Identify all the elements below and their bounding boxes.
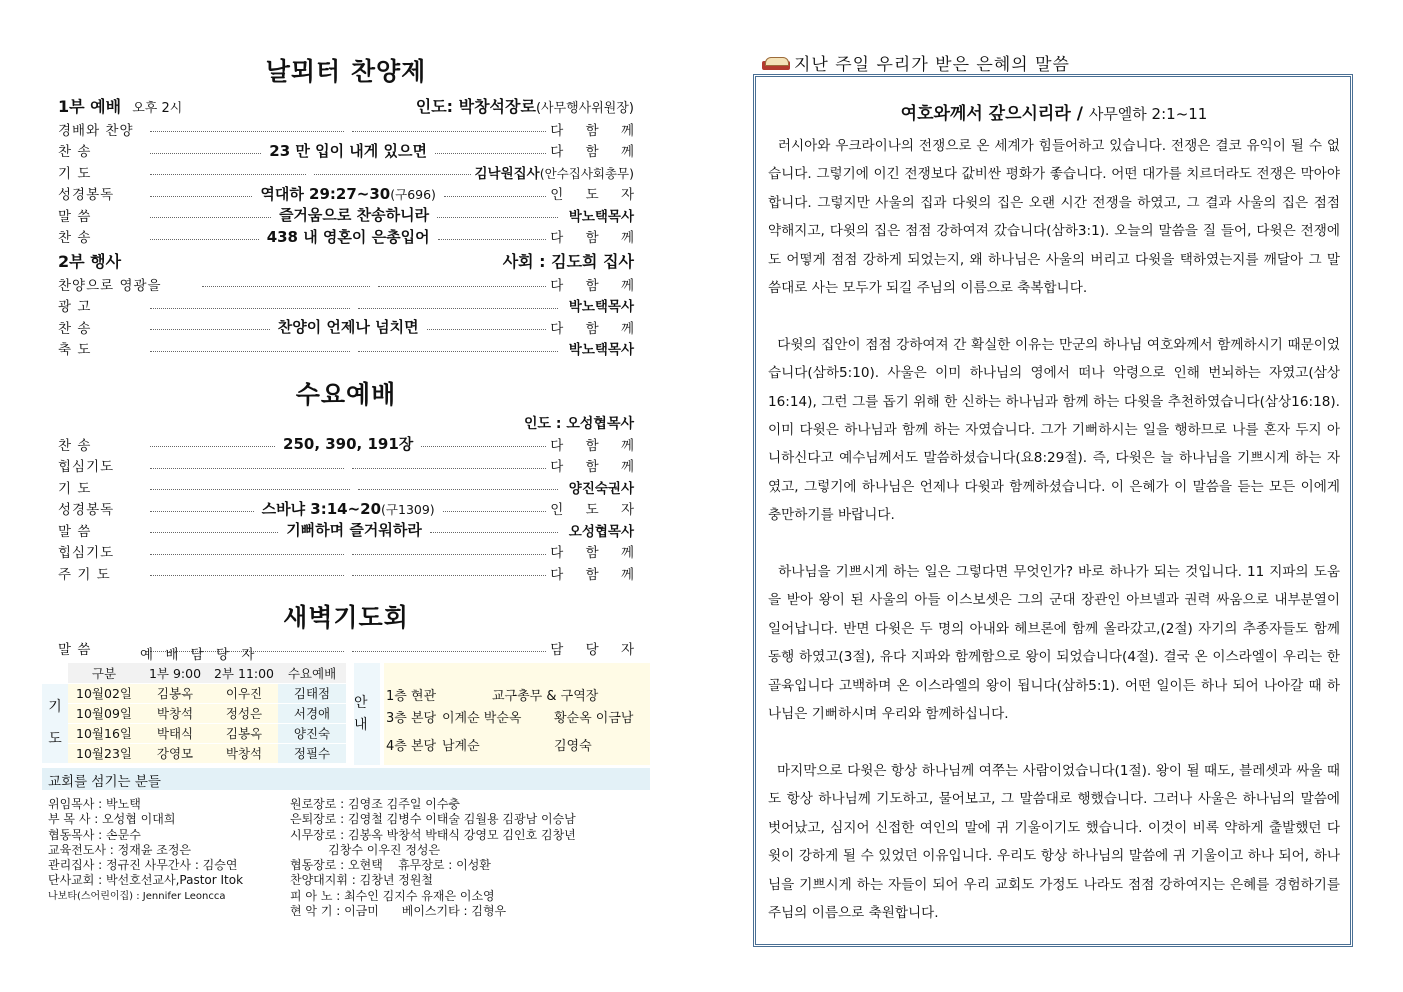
guide-people: 김영숙: [554, 738, 592, 754]
row-label: 말 씀: [58, 642, 92, 659]
program-row: [58, 140, 643, 162]
list-item: [386, 733, 650, 755]
list-item: 협동목사 : 손문수: [48, 827, 141, 842]
book-icon: [762, 55, 790, 71]
list-item: 단사교회 : 박선호선교사,Pastor Itok: [48, 873, 244, 888]
program-row: [58, 476, 634, 498]
order-of-service: [58, 52, 643, 659]
row-right: 다 함 께: [550, 122, 643, 139]
row-label: 경배와 찬양: [58, 122, 134, 139]
row-label: 광 고: [58, 299, 92, 316]
list-item: 위임목사 : 박노택: [48, 797, 141, 811]
part1-time: 오후 2시: [132, 101, 183, 116]
wednesday-leader: 인도 : 오성협목사: [523, 416, 634, 432]
sermon-paragraph: [768, 757, 1340, 927]
part2-host: 사회 : 김도희 집사: [502, 252, 634, 271]
column-header: 구분: [68, 663, 140, 683]
guide-place: 4층 본당: [386, 738, 437, 754]
program-row: [58, 562, 643, 584]
row-center-note: (구1309): [381, 501, 435, 517]
program-row: [58, 455, 643, 477]
program-row: [58, 226, 643, 248]
program-row: [58, 338, 634, 360]
row-center: 438 내 영혼이 은총입어: [266, 227, 430, 246]
row-right: 다 함 께: [550, 230, 643, 247]
column-header: 수요예배: [278, 663, 346, 683]
table-row: [42, 743, 346, 763]
table-cell: 정성은: [210, 703, 278, 723]
list-item: 현 악 기 : 이금미 베이스기타 : 김형우: [290, 904, 507, 919]
sermon-paragraph: [768, 331, 1340, 530]
row-center: 찬양이 언제나 넘치면: [277, 318, 419, 337]
row-label: 찬 송: [58, 437, 92, 454]
list-item: 관리집사 : 정규진 사무간사 : 김승연: [48, 858, 238, 873]
row-label: 찬 송: [58, 320, 92, 337]
row-center: 250, 390, 191장: [283, 435, 414, 454]
column-header: 1부 9:00: [140, 663, 210, 683]
guide-people: 황순옥 이금남: [554, 710, 634, 726]
program-row: [58, 273, 643, 295]
column-header: 2부 11:00: [210, 663, 278, 683]
row-label: 기 도: [58, 480, 92, 497]
part2-heading: 2부 행사: [58, 252, 122, 271]
table-cell: 김봉옥: [210, 723, 278, 743]
row-label: 힙심기도: [58, 459, 115, 476]
row-center: 23 만 입이 내게 있으면: [269, 141, 427, 160]
row-right: 오성협목사: [568, 523, 634, 540]
row-label: 힙심기도: [58, 545, 115, 562]
staff-column-1: [48, 797, 288, 904]
row-label: 주 기 도: [58, 566, 111, 583]
row-label: 말 씀: [58, 208, 92, 225]
part1-header: [58, 94, 634, 118]
row-label: 말 씀: [58, 523, 92, 540]
program-row: [58, 519, 634, 541]
row-label: 찬 송: [58, 230, 92, 247]
row-right: 다 함 께: [550, 437, 643, 454]
row-label: 찬양으로 영광을: [58, 277, 162, 294]
list-item: 나보타(스어린이집) : Jennifer Leoncca: [48, 890, 226, 902]
table-cell: 강영모: [140, 743, 210, 763]
row-right: 다 함 께: [550, 277, 643, 294]
row-right: 다 함 께: [550, 144, 643, 161]
row-right: 다 함 께: [550, 566, 643, 583]
row-right: 인 도 자: [550, 187, 643, 204]
row-label: 성경봉독: [58, 502, 115, 519]
row-center: 기뻐하며 즐거워하라: [286, 521, 422, 540]
list-item: 찬양대지휘 : 김창년 정원철: [290, 873, 433, 888]
row-right: 담 당 자: [550, 642, 643, 659]
program-row: [58, 204, 634, 226]
sermon-header: [762, 50, 1070, 75]
sermon-title: [768, 99, 1340, 124]
row-label: 축 도: [58, 342, 92, 359]
row-right: 양진숙권사: [568, 480, 634, 497]
list-item: [386, 705, 650, 727]
row-center-note: (구696): [390, 186, 436, 202]
list-item: 시무장로 : 김봉옥 박창석 박태식 강영모 김인호 김창년: [290, 827, 576, 842]
row-center: 역대하 29:27~30: [260, 184, 391, 203]
prayer-label: 기 도: [42, 683, 68, 763]
program-row: [58, 541, 643, 563]
table-cell: 10월09일: [68, 703, 140, 723]
paragraph-text: 다윗의 집안이 점점 강하여져 간 확실한 이유는 만군의 하나님 여호와께서 함께하시기 때문이었습니다(삼하5:10). 사울은 이미 하나님의 영에서 떠나 악령으로 인해 번뇌하는 자였고(삼상16:14), 그런 그를 돕기 위해 한 신하는 하나님과 함께 하는 다윗을 추천하였습니다(삼상16:18). 이미 다윗은 하나님과 함께 하는 자였습니다. 그가 기뻐하시는 일을 행하므로 나를 혼자 두지 아니하신다고 예수님께서도 말씀하셨습니다(요8:29절). 즉, 다윗은 늘 하나님을 기쁘시게 하는 자였고, 그렇기에 하나님은 언제나 다윗과 함께하셨습니다. 이 은혜가 이 말씀을 듣는 모든 이에게 충만하기를 바랍니다.: [768, 336, 1340, 524]
program-row: [58, 433, 643, 455]
part1-leader-role: (사무행사위원장): [535, 101, 634, 116]
guide-place: 1층 현관: [386, 688, 437, 704]
row-label: 기 도: [58, 165, 92, 182]
table-cell: 김태점: [278, 683, 346, 703]
guide-label: 안 내: [354, 663, 380, 765]
table-cell: 정필수: [278, 743, 346, 763]
table-cell: 박창석: [140, 703, 210, 723]
program-row: [58, 316, 643, 338]
sermon-header-text: 지난 주일 우리가 받은 은혜의 말씀: [794, 55, 1070, 75]
paragraph-text: 러시아와 우크라이나의 전쟁으로 온 세계가 힘들어하고 있습니다. 전쟁은 결코 유익이 될 수 없습니다. 그렇기에 이긴 전쟁보다 값비싼 평화가 좋습니다. 어떤 대가를 치르더라도 전쟁은 막아야 합니다. 그렇지만 사울의 집과 다윗의 집은 오랜 시간 전쟁을 하였고, 그 결과 사울의 집은 점점 약해지고, 다윗의 집은 점점 강하여져 갔습니다(삼하3:1). 오늘의 말씀을 질 들어, 다윗은 전쟁에도 어떻게 점점 강하게 되었는지, 왜 하나님은 사울의 버리고 다윗을 택하였는지를 깨달아 그 말씀대로 사는 모두가 되길 주님의 이름으로 축복합니다.: [768, 138, 1340, 297]
guide-people: 이계순 박순옥: [442, 710, 522, 726]
program-row: [58, 295, 634, 317]
table-cell: 박창석: [210, 743, 278, 763]
list-item: 협동장로 : 오현택 휴무장로 : 이성환: [290, 858, 491, 873]
sermon-paragraph: [768, 558, 1340, 728]
row-right: 박노택목사: [568, 342, 634, 359]
table-cell: 양진숙: [278, 723, 346, 743]
table-header: [42, 663, 346, 683]
row-label: 성경봉독: [58, 187, 115, 204]
paragraph-text: 하나님을 기쁘시게 하는 일은 그렇다면 무엇인가? 바로 하나가 되는 것입니다. 11 지파의 도움을 받아 왕이 된 사울의 아들 이스보셋은 그의 군대 장관인 아브넬과 권력 싸움으로 내부분열이 일어납니다. 반면 다윗은 두 명의 아내와 헤브론에 함께 올라갔고,(2절) 자기의 추종자들도 함께 동행 하였고(3절), 유다 지파와 함께함으로 왕이 되었습니다(4절). 결국 온 이스라엘이 우리는 한 골육입니다 고백하며 온 이스라엘의 왕이 됩니다(삼하5:1). 어떤 일이든 하나 되어 나아갈 때 하나님은 기뻐하시며 우리와 함께하십니다.: [768, 564, 1340, 723]
row-label: 찬 송: [58, 144, 92, 161]
table-cell: 박태식: [140, 723, 210, 743]
duty-table: [42, 663, 650, 765]
guide-place: 3층 본당: [386, 710, 437, 726]
festival-title: 날뫼터 찬양제: [265, 57, 427, 86]
sermon-paragraph: [768, 132, 1340, 302]
duty-caption: 예 배 담 당 자: [140, 647, 259, 663]
table-cell: 김봉옥: [140, 683, 210, 703]
table-cell: 10월23일: [68, 743, 140, 763]
row-right: 박노택목사: [568, 299, 634, 316]
sermon-title-text: 여호와께서 갚으시리라 /: [900, 104, 1089, 124]
table-row: [42, 703, 346, 723]
row-right: 다 함 께: [550, 320, 643, 337]
part1-heading: 1부 예배: [58, 97, 122, 116]
list-item: 은퇴장로 : 김영철 김병수 이태술 김월용 김광남 이승남: [290, 812, 576, 827]
wednesday-title: 수요예배: [295, 380, 397, 409]
row-center: 스바냐 3:14~20: [261, 499, 382, 518]
guide-people: 교구총무 & 구역장: [492, 688, 599, 704]
row-right-note: (안수집사회총무): [539, 165, 634, 181]
list-item: 김창수 이우진 정성은: [290, 842, 441, 857]
program-row: [58, 161, 634, 183]
row-right: 인 도 자: [550, 502, 643, 519]
staff-column-2: [290, 797, 650, 919]
list-item: 부 목 사 : 오성협 이대희: [48, 812, 176, 827]
program-row: [58, 183, 643, 205]
sermon-reference: 사무엘하 2:1~11: [1088, 105, 1208, 123]
part2-header: [58, 249, 634, 273]
sermon-box: [753, 74, 1353, 947]
guide-people: 남계순: [442, 738, 480, 754]
table-cell: 10월02일: [68, 683, 140, 703]
paragraph-text: 마지막으로 다윗은 항상 하나님께 여쭈는 사람이었습니다(1절). 왕이 될 때도, 블레셋과 싸울 때도 항상 하나님께 기도하고, 물어보고, 그 말씀대로 행했습니다. 그러나 사울은 하나님의 말씀에 벗어났고, 심지어 신접한 여인의 말에 귀 기울이기도 했습니다. 이것이 비록 약하게 출발했던 다윗이 강하게 될 수 있었던 이유입니다. 우리도 항상 하나님의 말씀에 귀 기울이고 하나 되어, 하나님을 기쁘시게 하는 자들이 되어 우리 교회도 가정도 나라도 점점 강하여지는 은혜를 경험하기를 주님의 이름으로 축원합니다.: [768, 762, 1340, 921]
table-cell: 서경애: [278, 703, 346, 723]
table-cell: 이우진: [210, 683, 278, 703]
row-right: 다 함 께: [550, 459, 643, 476]
row-right: 다 함 께: [550, 545, 643, 562]
serve-heading: 교회를 섬기는 분들: [42, 768, 650, 790]
dawn-title: 새벽기도회: [283, 602, 409, 632]
program-row: [58, 498, 643, 520]
list-item: [386, 683, 650, 705]
table-cell: 10월16일: [68, 723, 140, 743]
table-row: [42, 723, 346, 743]
row-right: 김낙원집사: [474, 165, 540, 182]
list-item: 원로장로 : 김영조 김주일 이수충: [290, 797, 460, 811]
row-center: 즐거움으로 찬송하니라: [278, 206, 430, 225]
program-row: [58, 118, 643, 140]
part1-leader: 인도: 박창석장로: [415, 97, 536, 116]
guide-list: [384, 663, 650, 765]
list-item: 교육전도사 : 정재윤 조정은: [48, 842, 191, 857]
table-row: [42, 683, 346, 703]
list-item: 피 아 노 : 최수인 김지수 유재은 이소영: [290, 888, 495, 903]
row-right: 박노택목사: [568, 208, 634, 225]
